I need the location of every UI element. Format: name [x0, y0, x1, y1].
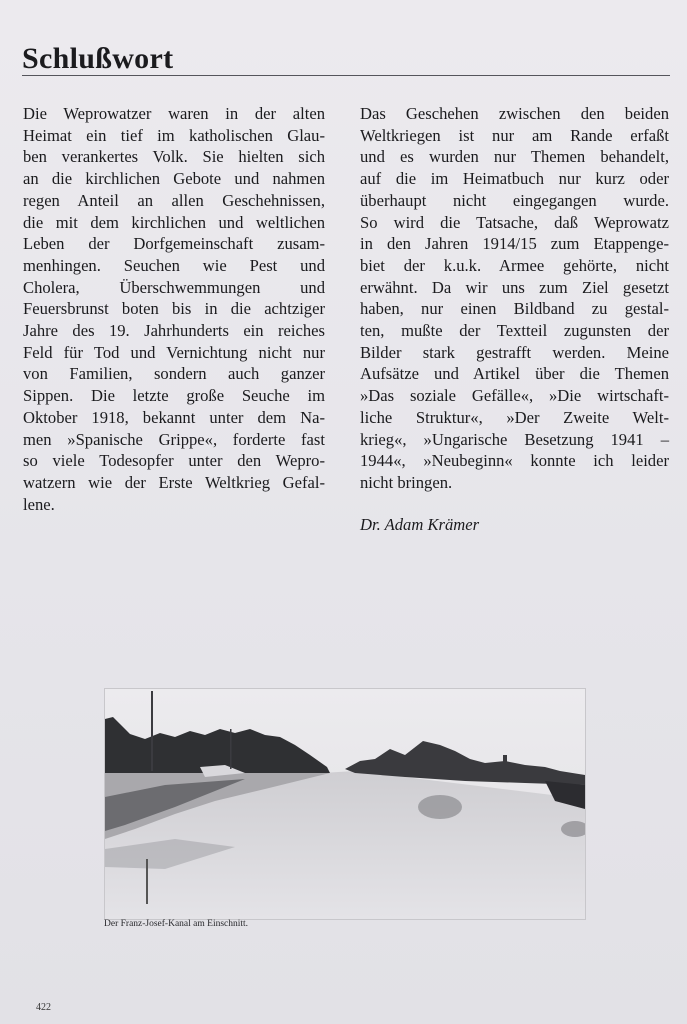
text-line: Bilder stark gestrafft werden. Meine — [360, 342, 669, 362]
text-line: so viele Todesopfer unter den Wepro- — [23, 451, 325, 471]
text-line: Sippen. Die letzte große Seuche im — [23, 386, 325, 406]
text-line: von Familien, sondern auch ganzer — [23, 364, 325, 384]
text-line: nicht bringen. — [360, 472, 453, 492]
author-signature: Dr. Adam Krämer — [360, 514, 480, 534]
text-line: Heimat ein tief im katholischen Glau- — [23, 125, 325, 145]
text-line: liche Struktur«, »Der Zweite Welt- — [360, 407, 669, 427]
text-line: ben verankertes Volk. Sie hielten sich — [23, 147, 325, 167]
canal-photo — [104, 688, 586, 920]
text-line: die mit dem kirchlichen und weltlichen — [23, 212, 325, 232]
text-line: auf die im Heimatbuch nur kurz oder — [360, 169, 669, 189]
text-line: haben, nur einen Bildband zu gestal- — [360, 299, 669, 319]
text-line: krieg«, »Ungarische Besetzung 1941 – — [360, 429, 669, 449]
text-line: in den Jahren 1914/15 zum Etappenge- — [360, 234, 669, 254]
text-line: regen Anteil an allen Geschehnissen, — [23, 190, 325, 210]
text-line: Feld für Tod und Vernichtung nicht nur — [23, 342, 325, 362]
page-title: Schlußwort — [22, 42, 174, 75]
canal-illustration — [105, 689, 585, 919]
text-line: biet der k.u.k. Armee gehörte, nicht — [360, 255, 669, 275]
text-line: 1944«, »Neubeginn« konnte ich leider — [360, 451, 669, 471]
text-line: an die kirchlichen Gebote und nahmen — [23, 169, 325, 189]
text-line: Cholera, Überschwemmungen und — [23, 277, 325, 297]
text-line: ten, mußte der Textteil zugunsten der — [360, 321, 669, 341]
text-line: erwähnt. Da wir uns zum Ziel gesetzt — [360, 277, 669, 297]
text-line: überhaupt nicht eingegangen wurde. — [360, 190, 669, 210]
text-line: Jahre des 19. Jahrhunderts ein reiches — [23, 321, 325, 341]
text-line: Die Weprowatzer waren in der alten — [23, 104, 325, 123]
text-line: lene. — [23, 494, 55, 514]
text-line: und es wurden nur Themen behandelt, — [360, 147, 669, 167]
text-line: Oktober 1918, bekannt unter dem Na- — [23, 407, 325, 427]
text-line: Weltkriegen ist nur am Rande erfaßt — [360, 125, 669, 145]
text-line: So wird die Tatsache, daß Weprowatz — [360, 212, 669, 232]
page-number: 422 — [36, 1002, 51, 1013]
right-text-column — [360, 103, 669, 535]
title-rule — [22, 75, 670, 76]
text-line: Aufsätze und Artikel über die Themen — [360, 364, 669, 384]
text-line: men »Spanische Grippe«, forderte fast — [23, 429, 325, 449]
text-line: Das Geschehen zwischen den beiden — [360, 104, 669, 123]
left-text-column — [23, 103, 325, 515]
text-line: Leben der Dorfgemeinschaft zusam- — [23, 234, 325, 254]
photo-caption: Der Franz-Josef-Kanal am Einschnitt. — [104, 919, 249, 929]
text-line: Feuersbrunst boten bis in die achtziger — [23, 299, 325, 319]
text-line: watzern wie der Erste Weltkrieg Gefal- — [23, 472, 325, 492]
text-line: menhingen. Seuchen wie Pest und — [23, 255, 325, 275]
text-line: »Das soziale Gefälle«, »Die wirtschaft- — [360, 386, 669, 406]
